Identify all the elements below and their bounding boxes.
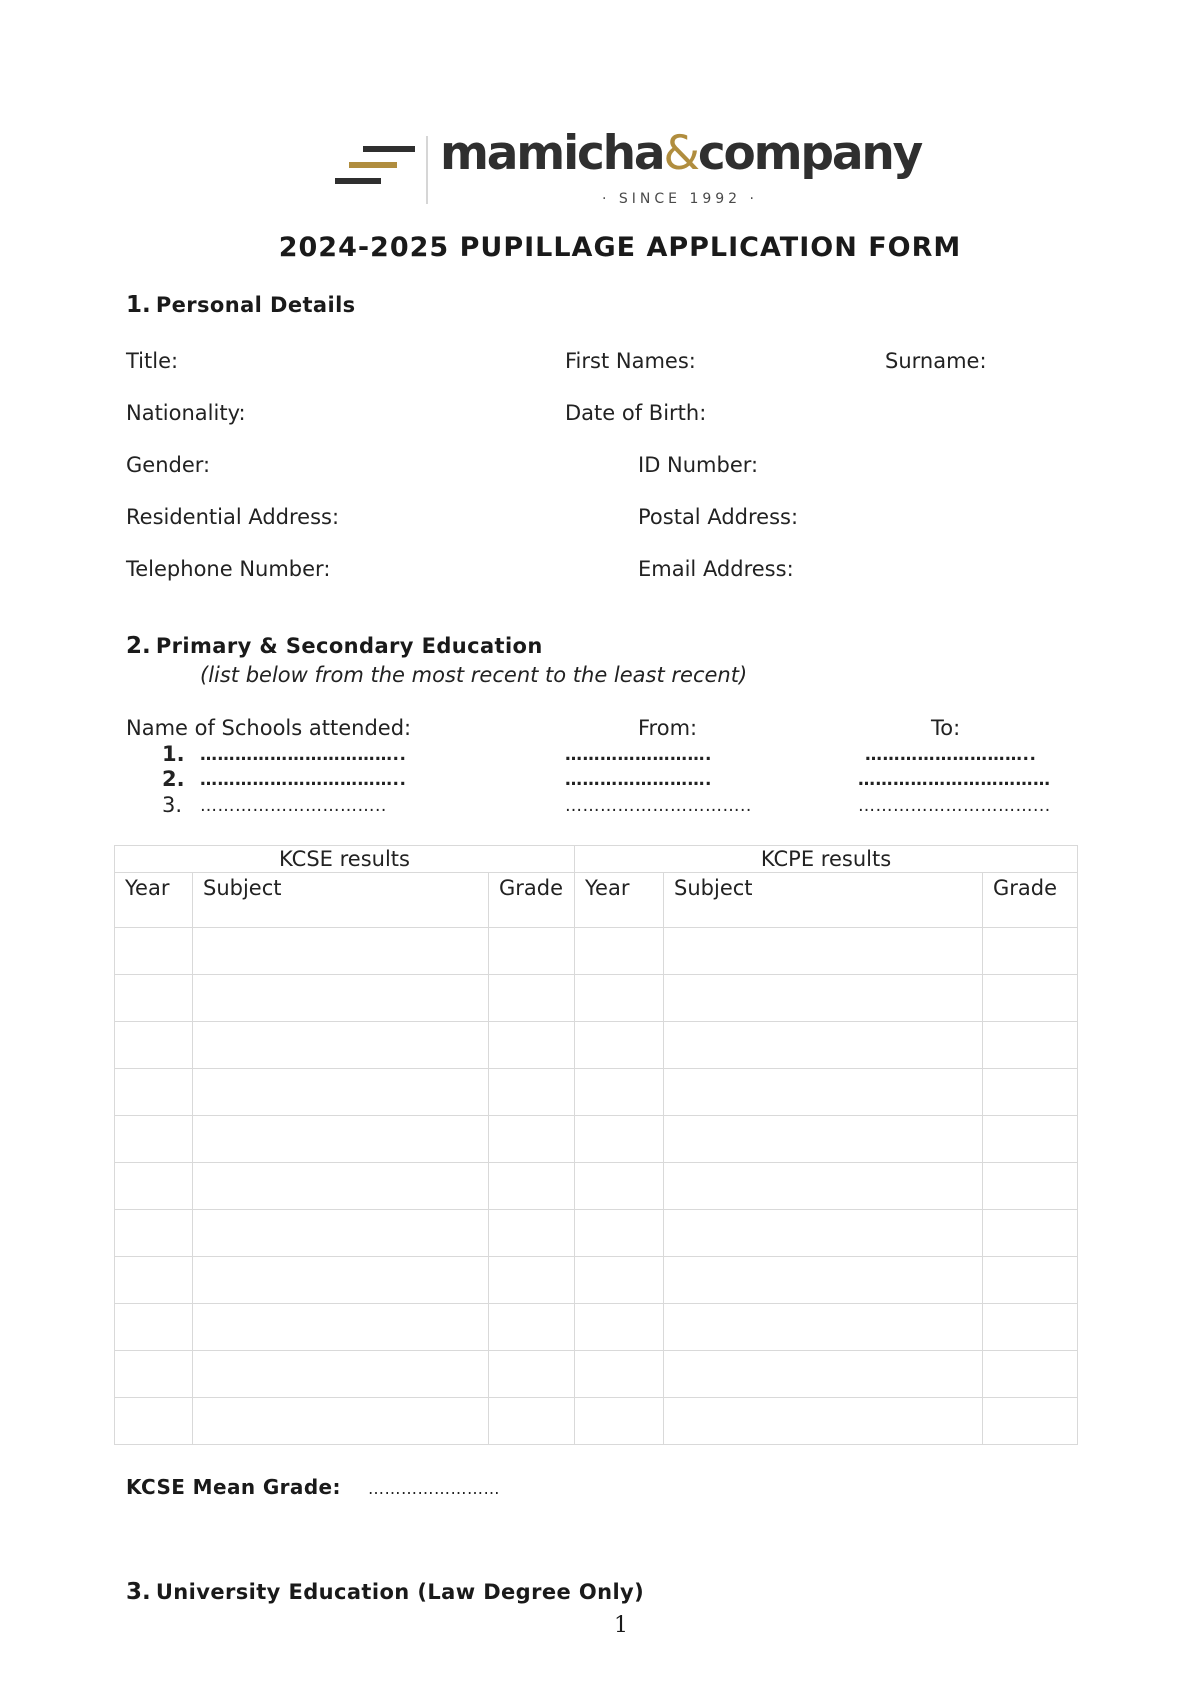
kcse-grade-header: Grade xyxy=(489,873,575,928)
school-from-line: ……………………. xyxy=(565,770,712,790)
table-cell[interactable] xyxy=(983,1257,1078,1304)
table-cell[interactable] xyxy=(115,1398,193,1445)
table-cell[interactable] xyxy=(489,1257,575,1304)
table-cell[interactable] xyxy=(489,1069,575,1116)
table-cell[interactable] xyxy=(983,1069,1078,1116)
table-cell[interactable] xyxy=(575,1163,664,1210)
gender-label: Gender: xyxy=(126,453,211,477)
first-names-label: First Names: xyxy=(565,349,696,373)
table-cell[interactable] xyxy=(983,975,1078,1022)
table-row xyxy=(115,1163,1078,1210)
table-cell[interactable] xyxy=(193,1351,489,1398)
table-cell[interactable] xyxy=(575,1257,664,1304)
table-cell[interactable] xyxy=(664,1116,983,1163)
table-cell[interactable] xyxy=(575,928,664,975)
logo-since: · SINCE 1992 · xyxy=(602,191,758,207)
table-cell[interactable] xyxy=(489,975,575,1022)
table-cell[interactable] xyxy=(193,1398,489,1445)
table-cell[interactable] xyxy=(193,1069,489,1116)
table-cell[interactable] xyxy=(664,1398,983,1445)
table-cell[interactable] xyxy=(489,1304,575,1351)
table-cell[interactable] xyxy=(575,1210,664,1257)
title-label: Title: xyxy=(126,349,179,373)
table-row xyxy=(115,1351,1078,1398)
table-cell[interactable] xyxy=(983,1210,1078,1257)
to-column-label: To: xyxy=(931,716,961,740)
school-name-line: ………………………….. xyxy=(200,796,387,816)
table-cell[interactable] xyxy=(664,1022,983,1069)
school-to-line: …………………………… xyxy=(858,770,1051,790)
dob-label: Date of Birth: xyxy=(565,401,707,425)
logo-mark-icon xyxy=(335,146,415,196)
table-cell[interactable] xyxy=(115,928,193,975)
table-row xyxy=(115,975,1078,1022)
email-label: Email Address: xyxy=(638,557,794,581)
table-cell[interactable] xyxy=(489,1022,575,1069)
table-cell[interactable] xyxy=(193,928,489,975)
table-cell[interactable] xyxy=(983,1116,1078,1163)
telephone-label: Telephone Number: xyxy=(126,557,331,581)
table-cell[interactable] xyxy=(489,1210,575,1257)
table-cell[interactable] xyxy=(115,1022,193,1069)
section3-heading xyxy=(126,1579,644,1605)
table-body xyxy=(115,928,1078,1445)
kcse-mean-grade xyxy=(126,1475,500,1499)
school-entry-number: 1. xyxy=(162,742,185,766)
table-cell[interactable] xyxy=(489,1398,575,1445)
table-cell[interactable] xyxy=(983,1022,1078,1069)
school-to-line: ……………………….. xyxy=(865,745,1037,765)
table-row xyxy=(115,1069,1078,1116)
kcse-results-header: KCSE results xyxy=(115,846,575,873)
id-number-label: ID Number: xyxy=(638,453,759,477)
schools-column-label: Name of Schools attended: xyxy=(126,716,412,740)
section3-number: 3. xyxy=(126,1579,151,1605)
table-cell[interactable] xyxy=(193,1210,489,1257)
table-cell[interactable] xyxy=(115,1351,193,1398)
table-cell[interactable] xyxy=(193,1022,489,1069)
section3-title: University Education (Law Degree Only) xyxy=(155,1580,645,1604)
table-group-header xyxy=(115,846,1078,873)
table-cell[interactable] xyxy=(664,1069,983,1116)
table-column-header xyxy=(115,873,1078,928)
school-from-line: ………………………….. xyxy=(565,796,752,816)
kcpe-subject-header: Subject xyxy=(664,873,983,928)
table-cell[interactable] xyxy=(115,1116,193,1163)
section2-note: (list below from the most recent to the least recent) xyxy=(200,663,748,687)
school-entry-number: 3. xyxy=(162,793,183,817)
section2-title: Primary & Secondary Education xyxy=(155,634,543,658)
table-cell[interactable] xyxy=(664,1351,983,1398)
section1-heading xyxy=(126,292,356,318)
table-cell[interactable] xyxy=(664,975,983,1022)
table-cell[interactable] xyxy=(193,975,489,1022)
table-row xyxy=(115,1116,1078,1163)
section2-number: 2. xyxy=(126,633,151,659)
kcpe-results-header: KCPE results xyxy=(575,846,1078,873)
kcse-subject-header: Subject xyxy=(193,873,489,928)
postal-address-label: Postal Address: xyxy=(638,505,799,529)
table-row xyxy=(115,1304,1078,1351)
table-cell[interactable] xyxy=(575,975,664,1022)
school-name-line: …………………………….. xyxy=(200,745,407,765)
table-cell[interactable] xyxy=(575,1116,664,1163)
school-to-line: …………………………... xyxy=(858,796,1051,816)
kcpe-year-header: Year xyxy=(575,873,664,928)
section1-title: Personal Details xyxy=(155,293,356,317)
table-cell[interactable] xyxy=(489,928,575,975)
kcpe-grade-header: Grade xyxy=(983,873,1078,928)
table-cell[interactable] xyxy=(983,1163,1078,1210)
table-row xyxy=(115,1210,1078,1257)
table-cell[interactable] xyxy=(575,1351,664,1398)
table-cell[interactable] xyxy=(115,1304,193,1351)
table-cell[interactable] xyxy=(575,1022,664,1069)
table-cell[interactable] xyxy=(575,1069,664,1116)
table-cell[interactable] xyxy=(489,1351,575,1398)
table-cell[interactable] xyxy=(983,928,1078,975)
table-row xyxy=(115,1398,1078,1445)
table-cell[interactable] xyxy=(983,1398,1078,1445)
nationality-label: Nationality: xyxy=(126,401,246,425)
logo-wordmark: mamicha&company xyxy=(440,126,922,181)
page-number: 1 xyxy=(614,1613,628,1638)
from-column-label: From: xyxy=(638,716,698,740)
table-cell[interactable] xyxy=(193,1304,489,1351)
table-cell[interactable] xyxy=(115,1257,193,1304)
kcse-mean-grade-line: …………………… xyxy=(368,1479,500,1498)
table-cell[interactable] xyxy=(115,1210,193,1257)
table-cell[interactable] xyxy=(664,1210,983,1257)
table-cell[interactable] xyxy=(664,1257,983,1304)
table-cell[interactable] xyxy=(664,1163,983,1210)
table-cell[interactable] xyxy=(115,975,193,1022)
table-cell[interactable] xyxy=(664,928,983,975)
table-cell[interactable] xyxy=(193,1116,489,1163)
kcse-mean-grade-label: KCSE Mean Grade: xyxy=(126,1475,341,1499)
kcse-year-header: Year xyxy=(115,873,193,928)
table-cell[interactable] xyxy=(489,1163,575,1210)
results-table xyxy=(114,845,1078,1445)
table-cell[interactable] xyxy=(575,1304,664,1351)
surname-label: Surname: xyxy=(885,349,987,373)
table-cell[interactable] xyxy=(575,1398,664,1445)
section2-heading xyxy=(126,633,543,659)
residential-address-label: Residential Address: xyxy=(126,505,340,529)
school-from-line: ……………………. xyxy=(565,745,712,765)
table-cell[interactable] xyxy=(115,1163,193,1210)
table-cell[interactable] xyxy=(489,1116,575,1163)
table-cell[interactable] xyxy=(664,1304,983,1351)
table-cell[interactable] xyxy=(115,1069,193,1116)
school-entry-number: 2. xyxy=(162,767,185,791)
table-row xyxy=(115,928,1078,975)
table-row xyxy=(115,1257,1078,1304)
form-title: 2024-2025 PUPILLAGE APPLICATION FORM xyxy=(278,232,962,263)
table-cell[interactable] xyxy=(193,1257,489,1304)
table-row xyxy=(115,1022,1078,1069)
logo-divider xyxy=(426,136,428,204)
school-name-line: …………………………….. xyxy=(200,770,407,790)
table-cell[interactable] xyxy=(983,1351,1078,1398)
table-cell[interactable] xyxy=(193,1163,489,1210)
section1-number: 1. xyxy=(126,292,151,318)
table-cell[interactable] xyxy=(983,1304,1078,1351)
